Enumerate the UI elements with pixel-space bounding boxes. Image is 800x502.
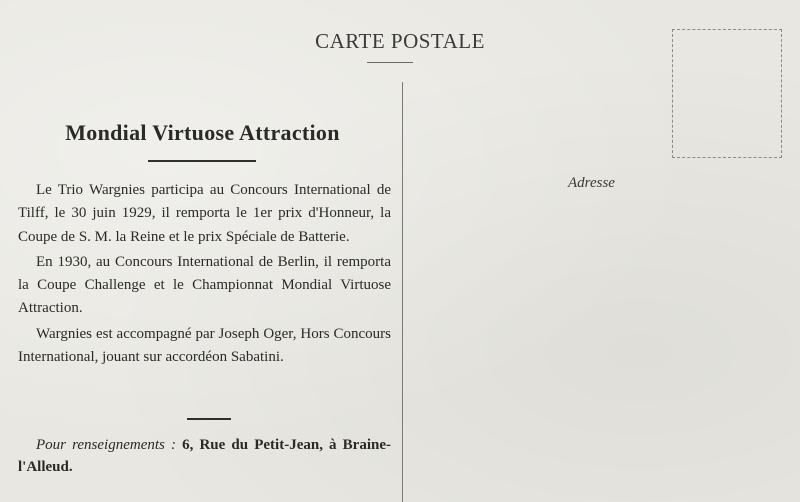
paragraph-tilff: Le Trio Wargnies participa au Concours International de Tilff, le 30 juin 1929, il remporta le 1er prix d'Honneur, la Coupe de S. M. la Reine et le prix Spéciale de Batterie.	[18, 182, 391, 245]
header-underline	[367, 62, 413, 63]
message-title: Mondial Virtuose Attraction	[65, 120, 340, 145]
stamp-placeholder-box	[672, 29, 782, 158]
contact-lead: Pour renseignements :	[36, 437, 176, 453]
title-underline	[148, 160, 256, 162]
message-body	[18, 179, 391, 369]
section-separator	[187, 418, 231, 420]
postcard-header-title: CARTE POSTALE	[315, 29, 485, 53]
paragraph-accompaniment: Wargnies est accompagné par Joseph Oger, Hors Concours International, jouant sur accordéon Sabatini.	[18, 325, 391, 366]
contact-info	[18, 434, 391, 478]
address-label: Adresse	[568, 175, 615, 191]
contact-address: 6, Rue du Petit-Jean, à Braine-l'Alleud.	[18, 437, 392, 475]
paragraph-berlin: En 1930, au Concours International de Berlin, il remporta la Coupe Challenge et le Championnat Mondial Virtuose Attraction.	[18, 253, 391, 317]
